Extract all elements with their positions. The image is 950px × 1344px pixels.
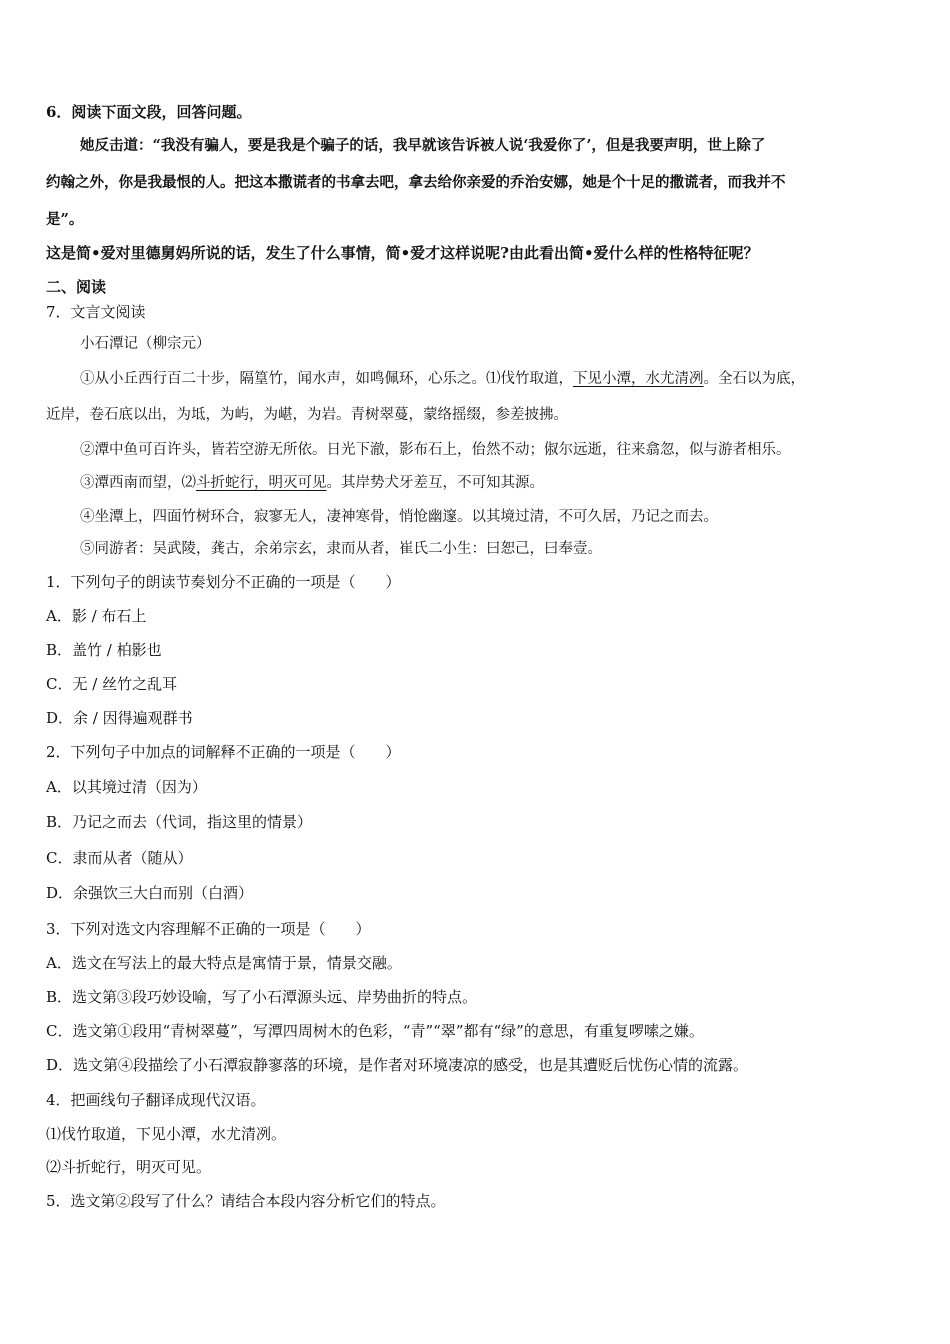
q7-heading: 7．文言文阅读 [46,303,146,321]
sub3-option-d: D．选文第④段描绘了小石潭寂静寥落的环境，是作者对环境凄凉的感受，也是其遭贬后忧伤心情的流露。 [46,1056,749,1074]
sub3-option-a: A．选文在写法上的最大特点是寓情于景，情景交融。 [46,954,402,972]
sub5-stem: 5．选文第②段写了什么？请结合本段内容分析它们的特点。 [46,1192,446,1210]
sub3-option-c: C．选文第①段用“青树翠蔓”，写潭四周树木的色彩，“青”“翠”都有“绿”的意思，有重复啰嗦之嫌。 [46,1022,704,1040]
passage-paragraph-3 [80,473,544,493]
underlined-sentence-1: 下见小潭，水尤清冽 [573,371,704,387]
sub4-item-2: ⑵斗折蛇行，明灭可见。 [46,1158,212,1176]
sub3-stem: 3．下列对选文内容理解不正确的一项是（ ） [46,920,371,938]
passage-paragraph-5: ⑤同游者：吴武陵，龚古，余弟宗玄，隶而从者，崔氏二小生：曰恕己，曰奉壹。 [80,541,602,557]
sub1-stem: 1．下列句子的朗读节奏划分不正确的一项是（ ） [46,573,401,591]
passage-paragraph-4: ④坐潭上，四面竹树环合，寂寥无人，凄神寒骨，悄怆幽邃。以其境过清，不可久居，乃记之而去。 [80,509,718,525]
passage-p1-text-b: 。全石以为底， [703,371,805,387]
sub2-option-c: C．隶而从者（随从） [46,849,193,867]
q6-question: 这是简•爱对里德舅妈所说的话，发生了什么事情，简•爱才这样说呢?由此看出简•爱什么样的性格特征呢？ [46,244,759,262]
sub4-stem: 4．把画线句子翻译成现代汉语。 [46,1091,266,1109]
passage-p1-text-a: ①从小丘西行百二十步，隔篁竹，闻水声，如鸣佩环，心乐之。⑴伐竹取道， [80,371,573,387]
sub1-option-c: C．无 / 丝竹之乱耳 [46,675,178,693]
passage-p3-text-a: ③潭西南而望，⑵ [80,475,196,491]
passage-paragraph-1-line-2: 近岸，卷石底以出，为坻，为屿，为嵁，为岩。青树翠蔓，蒙络摇缀，参差披拂。 [46,407,568,423]
q6-quote-line-2: 约翰之外，你是我最恨的人。把这本撒谎者的书拿去吧，拿去给你亲爱的乔治安娜，她是个十足的撒谎者，而我并不 [46,174,786,191]
q6-heading: 6．阅读下面文段，回答问题。 [46,103,252,121]
underlined-sentence-2: 斗折蛇行，明灭可见 [196,475,327,491]
sub1-option-d: D．余 / 因得遍观群书 [46,709,193,727]
sub2-option-b: B．乃记之而去（代词，指这里的情景） [46,813,313,831]
sub3-option-b: B．选文第③段巧妙设喻，写了小石潭源头远、岸势曲折的特点。 [46,988,478,1006]
sub1-option-a: A．影 / 布石上 [46,607,147,625]
sub2-stem: 2．下列句子中加点的词解释不正确的一项是（ ） [46,743,401,761]
passage-paragraph-2: ②潭中鱼可百许头，皆若空游无所依。日光下澈，影布石上，佁然不动；俶尔远逝，往来翕忽，似与游者相乐。 [80,442,791,458]
sub4-item-1: ⑴伐竹取道，下见小潭，水尤清冽。 [46,1125,287,1143]
sub1-option-b: B．盖竹 / 柏影也 [46,641,162,659]
section-2-heading: 二、阅读 [46,278,107,296]
q6-quote-line-1: 她反击道：“我没有骗人，要是我是个骗子的话，我早就该告诉被人说‘我爱你了’，但是我要声明，世上除了 [80,137,766,154]
sub2-option-a: A．以其境过清（因为） [46,778,207,796]
passage-p3-text-b: 。其岸势犬牙差互，不可知其源。 [326,475,544,491]
passage-paragraph-1-line-1 [80,369,805,389]
q6-quote-line-3: 是”。 [46,211,84,228]
passage-title: 小石潭记（柳宗元） [80,336,211,352]
sub2-option-d: D．余强饮三大白而别（白酒） [46,884,254,902]
